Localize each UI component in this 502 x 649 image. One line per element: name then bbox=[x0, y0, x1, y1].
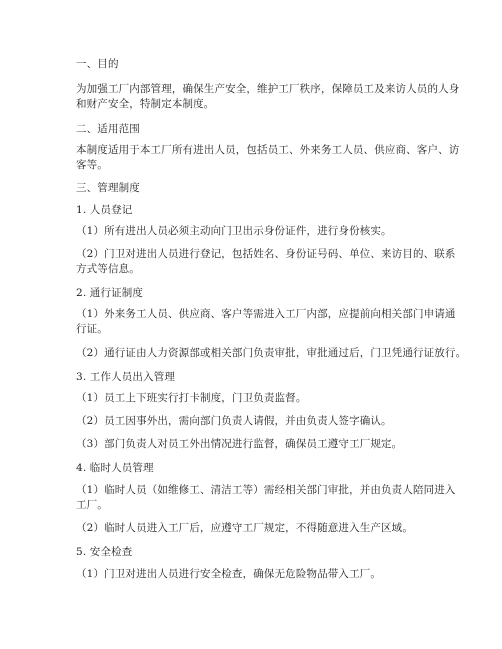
list-item: （2）通行证由人力资源部或相关部门负责审批，审批通过后，门卫凭通行证放行。 bbox=[76, 347, 467, 359]
section-heading-purpose: 一、目的 bbox=[76, 58, 119, 70]
list-item-continuation: 行证。 bbox=[76, 323, 108, 335]
paragraph-line: 和财产安全，特制定本制度。 bbox=[76, 98, 215, 110]
list-item: （2）临时人员进入工厂后，应遵守工厂规定，不得随意进入生产区域。 bbox=[76, 522, 413, 534]
paragraph-line: 客等。 bbox=[76, 159, 108, 171]
list-item: （1）外来务工人员、供应商、客户等需进入工厂内部，应提前向相关部门申请通 bbox=[76, 308, 456, 320]
list-item: （1）员工上下班实行打卡制度，门卫负责监督。 bbox=[76, 392, 307, 404]
subheading-staff-access: 3. 工作人员出入管理 bbox=[76, 371, 176, 383]
list-item: （2）员工因事外出，需向部门负责人请假，并由负责人签字确认。 bbox=[76, 415, 392, 427]
paragraph-line: 为加强工厂内部管理，确保生产安全，维护工厂秩序，保障员工及来访人员的人身 bbox=[76, 83, 460, 95]
subheading-pass-system: 2. 通行证制度 bbox=[76, 287, 144, 299]
subheading-security-check: 5. 安全检查 bbox=[76, 546, 133, 558]
list-item: （3）部门负责人对员工外出情况进行监督，确保员工遵守工厂规定。 bbox=[76, 438, 403, 450]
list-item: （1）门卫对进出人员进行安全检查，确保无危险物品带入工厂。 bbox=[76, 568, 382, 580]
subheading-temporary-staff: 4. 临时人员管理 bbox=[76, 462, 154, 474]
section-heading-scope: 二、适用范围 bbox=[76, 123, 140, 135]
list-item-continuation: 方式等信息。 bbox=[76, 263, 140, 275]
paragraph-line: 本制度适用于本工厂所有进出人员，包括员工、外来务工人员、供应商、客户、访 bbox=[76, 144, 460, 156]
list-item: （1）临时人员（如维修工、清洁工等）需经相关部门审批，并由负责人陪同进入 bbox=[76, 484, 456, 496]
list-item: （1）所有进出人员必须主动向门卫出示身份证件，进行身份核实。 bbox=[76, 225, 392, 237]
subheading-registration: 1. 人员登记 bbox=[76, 204, 133, 216]
list-item: （2）门卫对进出人员进行登记，包括姓名、身份证号码、单位、来访目的、联系 bbox=[76, 248, 456, 260]
section-heading-rules: 三、管理制度 bbox=[76, 182, 140, 194]
list-item-continuation: 工厂。 bbox=[76, 499, 108, 511]
